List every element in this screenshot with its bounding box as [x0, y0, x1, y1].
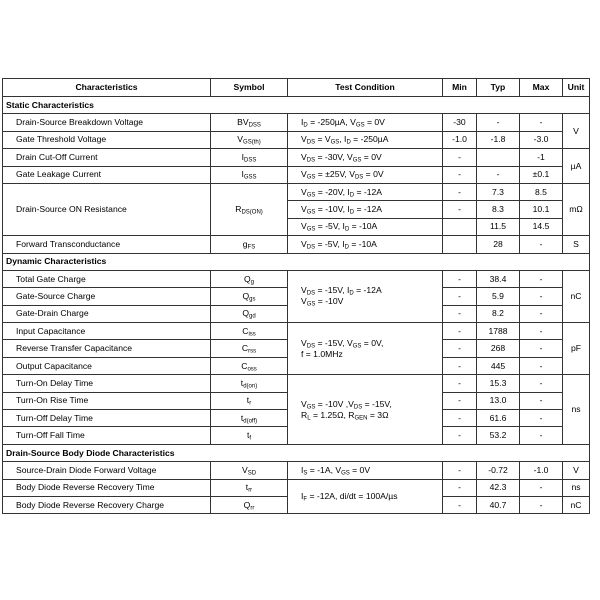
min-value: -	[443, 305, 477, 322]
min-value: -	[443, 375, 477, 392]
max-value: -	[520, 236, 563, 253]
symbol: $V_{GS(th)}$	[211, 131, 288, 148]
unit: nC	[563, 496, 590, 513]
min-value: -	[443, 462, 477, 479]
typ-value: 8.2	[477, 305, 520, 322]
char-name: Gate Leakage Current	[3, 166, 211, 183]
max-value: 14.5	[520, 218, 563, 235]
table-row	[3, 462, 590, 479]
table-row	[3, 375, 590, 392]
table-row	[3, 323, 590, 340]
unit: pF	[563, 323, 590, 375]
max-value: -	[520, 114, 563, 131]
min-value: -30	[443, 114, 477, 131]
typ-value	[477, 149, 520, 166]
min-value: -	[443, 149, 477, 166]
max-value: -	[520, 410, 563, 427]
symbol: $t_f$	[211, 427, 288, 444]
max-value: -1	[520, 149, 563, 166]
header-typ: Typ	[477, 79, 520, 97]
symbol: $g_{FS}$	[211, 236, 288, 253]
min-value: -	[443, 166, 477, 183]
table-row	[3, 270, 590, 287]
min-value: -	[443, 479, 477, 496]
char-name: Body Diode Reverse Recovery Time	[3, 479, 211, 496]
typ-value: 7.3	[477, 183, 520, 200]
typ-value: 61.6	[477, 410, 520, 427]
table-row	[3, 479, 590, 496]
typ-value: 28	[477, 236, 520, 253]
header-row	[3, 79, 590, 97]
char-name: Source-Drain Diode Forward Voltage	[3, 462, 211, 479]
max-value: -	[520, 270, 563, 287]
max-value: -3.0	[520, 131, 563, 148]
max-value: -	[520, 305, 563, 322]
typ-value: 15.3	[477, 375, 520, 392]
symbol: $BV_{DSS}$	[211, 114, 288, 131]
char-name: Reverse Transfer Capacitance	[3, 340, 211, 357]
max-value: 8.5	[520, 183, 563, 200]
max-value: -	[520, 427, 563, 444]
header-max: Max	[520, 79, 563, 97]
char-name: Forward Transconductance	[3, 236, 211, 253]
typ-value: -	[477, 166, 520, 183]
test-condition: $V_{DS} = -30V$, $V_{GS} = 0V$	[288, 149, 443, 166]
table-row	[3, 131, 590, 148]
unit: ns	[563, 479, 590, 496]
typ-value: 40.7	[477, 496, 520, 513]
section-row	[3, 444, 590, 461]
max-value: -	[520, 479, 563, 496]
min-value: -	[443, 270, 477, 287]
min-value: -	[443, 496, 477, 513]
symbol: $R_{DS(ON)}$	[211, 183, 288, 235]
min-value: -	[443, 410, 477, 427]
typ-value: 8.3	[477, 201, 520, 218]
test-condition-capacitance: $V_{DS} = -15V$, $V_{GS} = 0V$, f = 1.0MHz	[288, 323, 443, 375]
min-value: -1.0	[443, 131, 477, 148]
test-condition: $I_S = -1A$, $V_{GS} = 0V$	[288, 462, 443, 479]
min-value: -	[443, 183, 477, 200]
unit: mΩ	[563, 183, 590, 235]
test-condition: $I_D = -250\mu A$, $V_{GS} = 0V$	[288, 114, 443, 131]
typ-value: 53.2	[477, 427, 520, 444]
typ-value: 5.9	[477, 288, 520, 305]
symbol: $Q_{gs}$	[211, 288, 288, 305]
unit: S	[563, 236, 590, 253]
unit: V	[563, 114, 590, 149]
char-name: Turn-On Rise Time	[3, 392, 211, 409]
max-value: -	[520, 375, 563, 392]
section-title-body-diode: Drain-Source Body Diode Characteristics	[3, 444, 590, 461]
char-name: Body Diode Reverse Recovery Charge	[3, 496, 211, 513]
char-name: Total Gate Charge	[3, 270, 211, 287]
char-name: Output Capacitance	[3, 357, 211, 374]
max-value: -1.0	[520, 462, 563, 479]
min-value	[443, 218, 477, 235]
electrical-characteristics-table	[2, 78, 590, 514]
max-value: -	[520, 392, 563, 409]
max-value: -	[520, 288, 563, 305]
test-condition-recovery: $I_F = -12A$, di/dt = 100A/µs	[288, 479, 443, 514]
typ-value: 42.3	[477, 479, 520, 496]
header-characteristics: Characteristics	[3, 79, 211, 97]
unit: µA	[563, 149, 590, 184]
test-condition: $V_{GS} = \pm 25V$, $V_{DS} = 0V$	[288, 166, 443, 183]
typ-value: -1.8	[477, 131, 520, 148]
table-row	[3, 114, 590, 131]
min-value: -	[443, 201, 477, 218]
section-row	[3, 253, 590, 270]
symbol: $Q_{gd}$	[211, 305, 288, 322]
min-value: -	[443, 357, 477, 374]
char-name: Gate-Source Charge	[3, 288, 211, 305]
table-row	[3, 149, 590, 166]
test-condition: $V_{DS} = V_{GS}$, $I_D = -250\mu A$	[288, 131, 443, 148]
symbol: $t_{d(on)}$	[211, 375, 288, 392]
table-row	[3, 236, 590, 253]
symbol: $I_{DSS}$	[211, 149, 288, 166]
symbol: $Q_{rr}$	[211, 496, 288, 513]
typ-value: 38.4	[477, 270, 520, 287]
section-row	[3, 97, 590, 114]
test-condition-gate-charge: $V_{DS} = -15V$, $I_D = -12A$ $V_{GS} = -10V$	[288, 270, 443, 322]
max-value: 10.1	[520, 201, 563, 218]
char-name: Drain Cut-Off Current	[3, 149, 211, 166]
max-value: -	[520, 340, 563, 357]
table-row	[3, 166, 590, 183]
max-value: ±0.1	[520, 166, 563, 183]
char-name: Input Capacitance	[3, 323, 211, 340]
unit: V	[563, 462, 590, 479]
symbol: $t_{d(off)}$	[211, 410, 288, 427]
section-title-static: Static Characteristics	[3, 97, 590, 114]
header-unit: Unit	[563, 79, 590, 97]
symbol: $C_{oss}$	[211, 357, 288, 374]
symbol: $C_{rss}$	[211, 340, 288, 357]
char-name: Gate-Drain Charge	[3, 305, 211, 322]
test-condition: $V_{GS} = -5V$, $I_D = -10A$	[288, 218, 443, 235]
typ-value: 1788	[477, 323, 520, 340]
min-value: -	[443, 323, 477, 340]
symbol: $I_{GSS}$	[211, 166, 288, 183]
test-condition: $V_{GS} = -10V$, $I_D = -12A$	[288, 201, 443, 218]
test-condition: $V_{GS} = -20V$, $I_D = -12A$	[288, 183, 443, 200]
char-name: Gate Threshold Voltage	[3, 131, 211, 148]
header-symbol: Symbol	[211, 79, 288, 97]
min-value	[443, 236, 477, 253]
char-name: Drain-Source Breakdown Voltage	[3, 114, 211, 131]
min-value: -	[443, 288, 477, 305]
symbol: $V_{SD}$	[211, 462, 288, 479]
symbol: $t_r$	[211, 392, 288, 409]
max-value: -	[520, 323, 563, 340]
unit: ns	[563, 375, 590, 445]
typ-value: 11.5	[477, 218, 520, 235]
test-condition-switching: $V_{GS} = -10V$ $,V_{DS} = -15V$, $R_L = 1.25\Omega$, $R_{GEN} = 3\Omega$	[288, 375, 443, 445]
header-test-condition: Test Condition	[288, 79, 443, 97]
test-condition: $V_{DS} = -5V$, $I_D = -10A$	[288, 236, 443, 253]
section-title-dynamic: Dynamic Characteristics	[3, 253, 590, 270]
char-name: Turn-Off Delay Time	[3, 410, 211, 427]
unit: nC	[563, 270, 590, 322]
table-row	[3, 183, 590, 200]
max-value: -	[520, 496, 563, 513]
max-value: -	[520, 357, 563, 374]
header-min: Min	[443, 79, 477, 97]
typ-value: 268	[477, 340, 520, 357]
typ-value: 13.0	[477, 392, 520, 409]
min-value: -	[443, 340, 477, 357]
min-value: -	[443, 427, 477, 444]
char-name: Drain-Source ON Resistance	[3, 183, 211, 235]
typ-value: 445	[477, 357, 520, 374]
typ-value: -0.72	[477, 462, 520, 479]
char-name: Turn-On Delay Time	[3, 375, 211, 392]
min-value: -	[443, 392, 477, 409]
symbol: $C_{iss}$	[211, 323, 288, 340]
char-name: Turn-Off Fall Time	[3, 427, 211, 444]
symbol: $t_{rr}$	[211, 479, 288, 496]
typ-value: -	[477, 114, 520, 131]
symbol: $Q_g$	[211, 270, 288, 287]
